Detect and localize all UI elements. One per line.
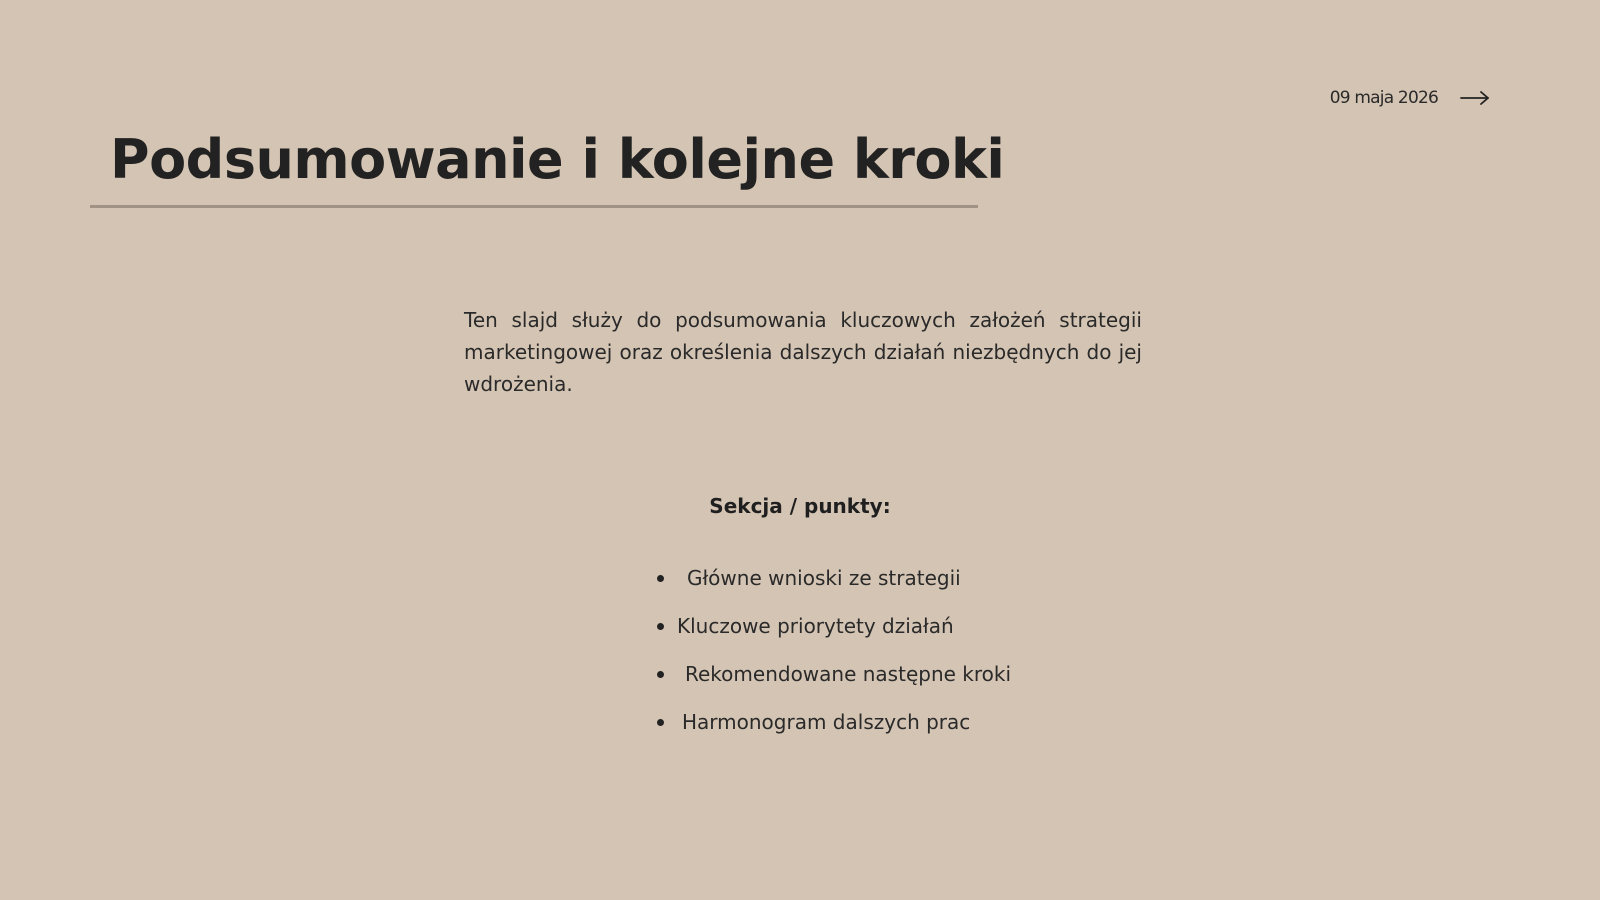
list-item-label: Główne wnioski ze strategii bbox=[687, 566, 961, 590]
intro-paragraph: Ten slajd służy do podsumowania kluczowych założeń strategii marketingowej oraz określenia dalszych działań niezbędnych do jej wdrożenia. bbox=[464, 308, 1142, 396]
arrow-right-icon[interactable] bbox=[1460, 90, 1490, 106]
list-item-label: Rekomendowane następne kroki bbox=[685, 662, 1012, 686]
section-heading: Sekcja / punkty: bbox=[709, 494, 891, 518]
list-item bbox=[640, 602, 1011, 650]
date-row bbox=[1330, 88, 1490, 108]
slide-date: 09 maja 2026 bbox=[1329, 88, 1438, 108]
page-title: Podsumowanie i kolejne kroki bbox=[110, 128, 1005, 191]
list-item bbox=[640, 554, 1011, 602]
title-underline bbox=[90, 205, 978, 208]
list-item-label: Harmonogram dalszych prac bbox=[682, 710, 971, 734]
bullet-icon bbox=[657, 623, 664, 630]
list-item-label: Kluczowe priorytety działań bbox=[677, 614, 954, 638]
bullet-icon bbox=[657, 719, 664, 726]
bullet-icon bbox=[657, 575, 664, 582]
list-item bbox=[640, 650, 1011, 698]
list-item bbox=[640, 698, 1011, 746]
bullet-icon bbox=[657, 671, 664, 678]
points-list bbox=[640, 554, 1011, 746]
